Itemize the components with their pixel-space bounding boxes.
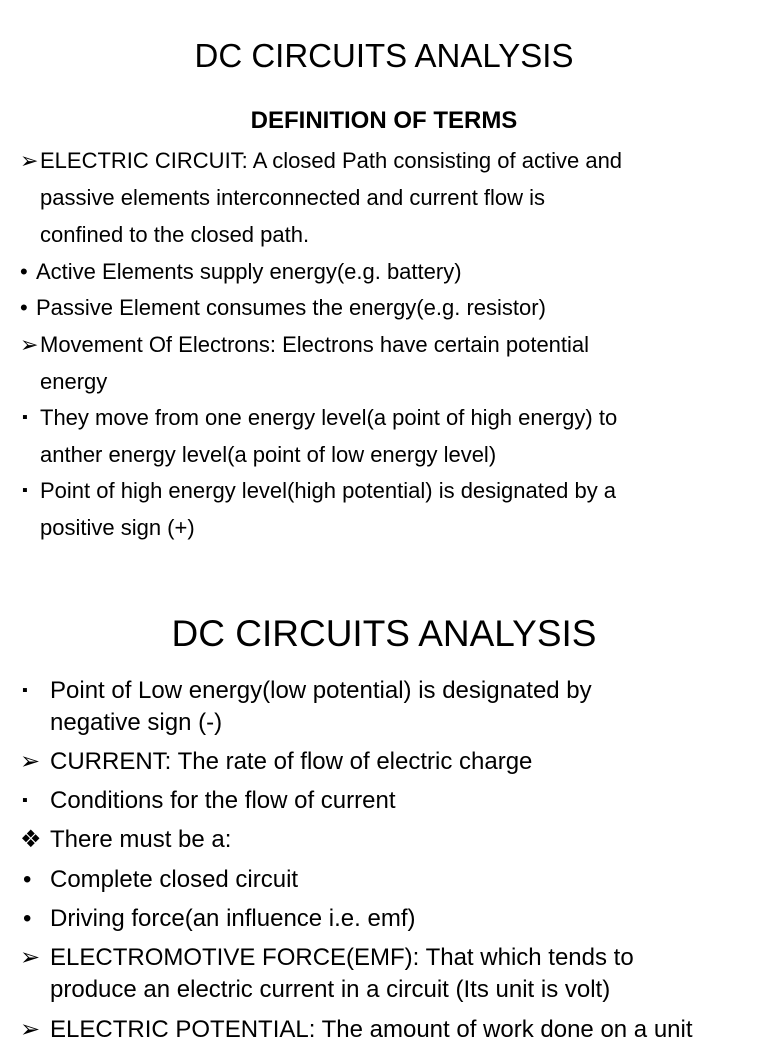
list-item (0, 746, 760, 778)
item-text-line: produce an electric current in a circuit (Its unit is volt) (50, 976, 611, 1003)
item-text-line: positive sign (+) (40, 515, 195, 540)
item-text-line: negative sign (-) (50, 709, 223, 736)
list-item (0, 864, 760, 896)
item-text-line: Complete closed circuit (50, 866, 299, 893)
list-item (0, 942, 760, 1006)
slide-title: DC CIRCUITS ANALYSIS (171, 613, 597, 654)
item-text-line: passive elements interconnected and current flow is (40, 185, 546, 210)
list-item (0, 399, 760, 473)
item-text-line: They move from one energy level(a point of high energy) to (40, 405, 618, 430)
arrow-bullet-icon: ➢ (20, 1016, 41, 1043)
item-text-line: There must be a: (50, 826, 232, 853)
item-text-line: ELECTROMOTIVE FORCE(EMF): That which tends to (50, 944, 634, 971)
arrow-bullet-icon: ➢ (20, 148, 39, 173)
item-text-line: confined to the closed path. (40, 222, 310, 247)
item-text-line: Conditions for the flow of current (50, 787, 396, 814)
list-item (0, 675, 760, 739)
slide-subtitle: DEFINITION OF TERMS (250, 107, 518, 134)
dot-bullet-icon: • (23, 905, 32, 932)
item-text-line: Active Elements supply energy(e.g. battery) (36, 259, 462, 284)
list-item (0, 785, 760, 817)
square-bullet-icon: ▪ (22, 792, 28, 809)
cropped-final-item (0, 1014, 768, 1043)
list-item (0, 142, 760, 253)
item-text-line: Passive Element consumes the energy(e.g. resistor) (36, 295, 546, 320)
item-text-line: anther energy level(a point of low energy level) (40, 442, 497, 467)
list-item (0, 253, 760, 290)
list-item (0, 289, 760, 326)
item-text-line: Movement Of Electrons: Electrons have certain potential (40, 332, 590, 357)
arrow-bullet-icon: ➢ (20, 748, 41, 775)
square-bullet-icon: ▪ (22, 482, 28, 499)
item-text-line: ELECTRIC POTENTIAL: The amount of work done on a unit (50, 1016, 693, 1043)
list-item (0, 326, 760, 400)
list-item (0, 903, 760, 935)
list-item (0, 824, 760, 856)
arrow-bullet-icon: ➢ (20, 944, 41, 971)
dot-bullet-icon: • (23, 866, 32, 893)
item-text-line: Point of Low energy(low potential) is designated by (50, 677, 592, 704)
arrow-bullet-icon: ➢ (20, 332, 39, 357)
item-text-line: ELECTRIC CIRCUIT: A closed Path consisting of active and (40, 148, 623, 173)
slide-2 (0, 570, 768, 1043)
item-text-line: Point of high energy level(high potential) is designated by a (40, 478, 617, 503)
diamond-bullet-icon: ❖ (20, 826, 42, 853)
item-text-line: CURRENT: The rate of flow of electric charge (50, 748, 533, 775)
dot-bullet-icon: • (20, 259, 28, 284)
square-bullet-icon: ▪ (22, 682, 28, 699)
dot-bullet-icon: • (20, 295, 28, 320)
list-item (0, 1014, 760, 1046)
item-text-line: energy (40, 369, 108, 394)
square-bullet-icon: ▪ (22, 409, 28, 426)
slide-title: DC CIRCUITS ANALYSIS (194, 37, 574, 74)
item-text-line: Driving force(an influence i.e. emf) (50, 905, 416, 932)
list-item (0, 472, 760, 546)
